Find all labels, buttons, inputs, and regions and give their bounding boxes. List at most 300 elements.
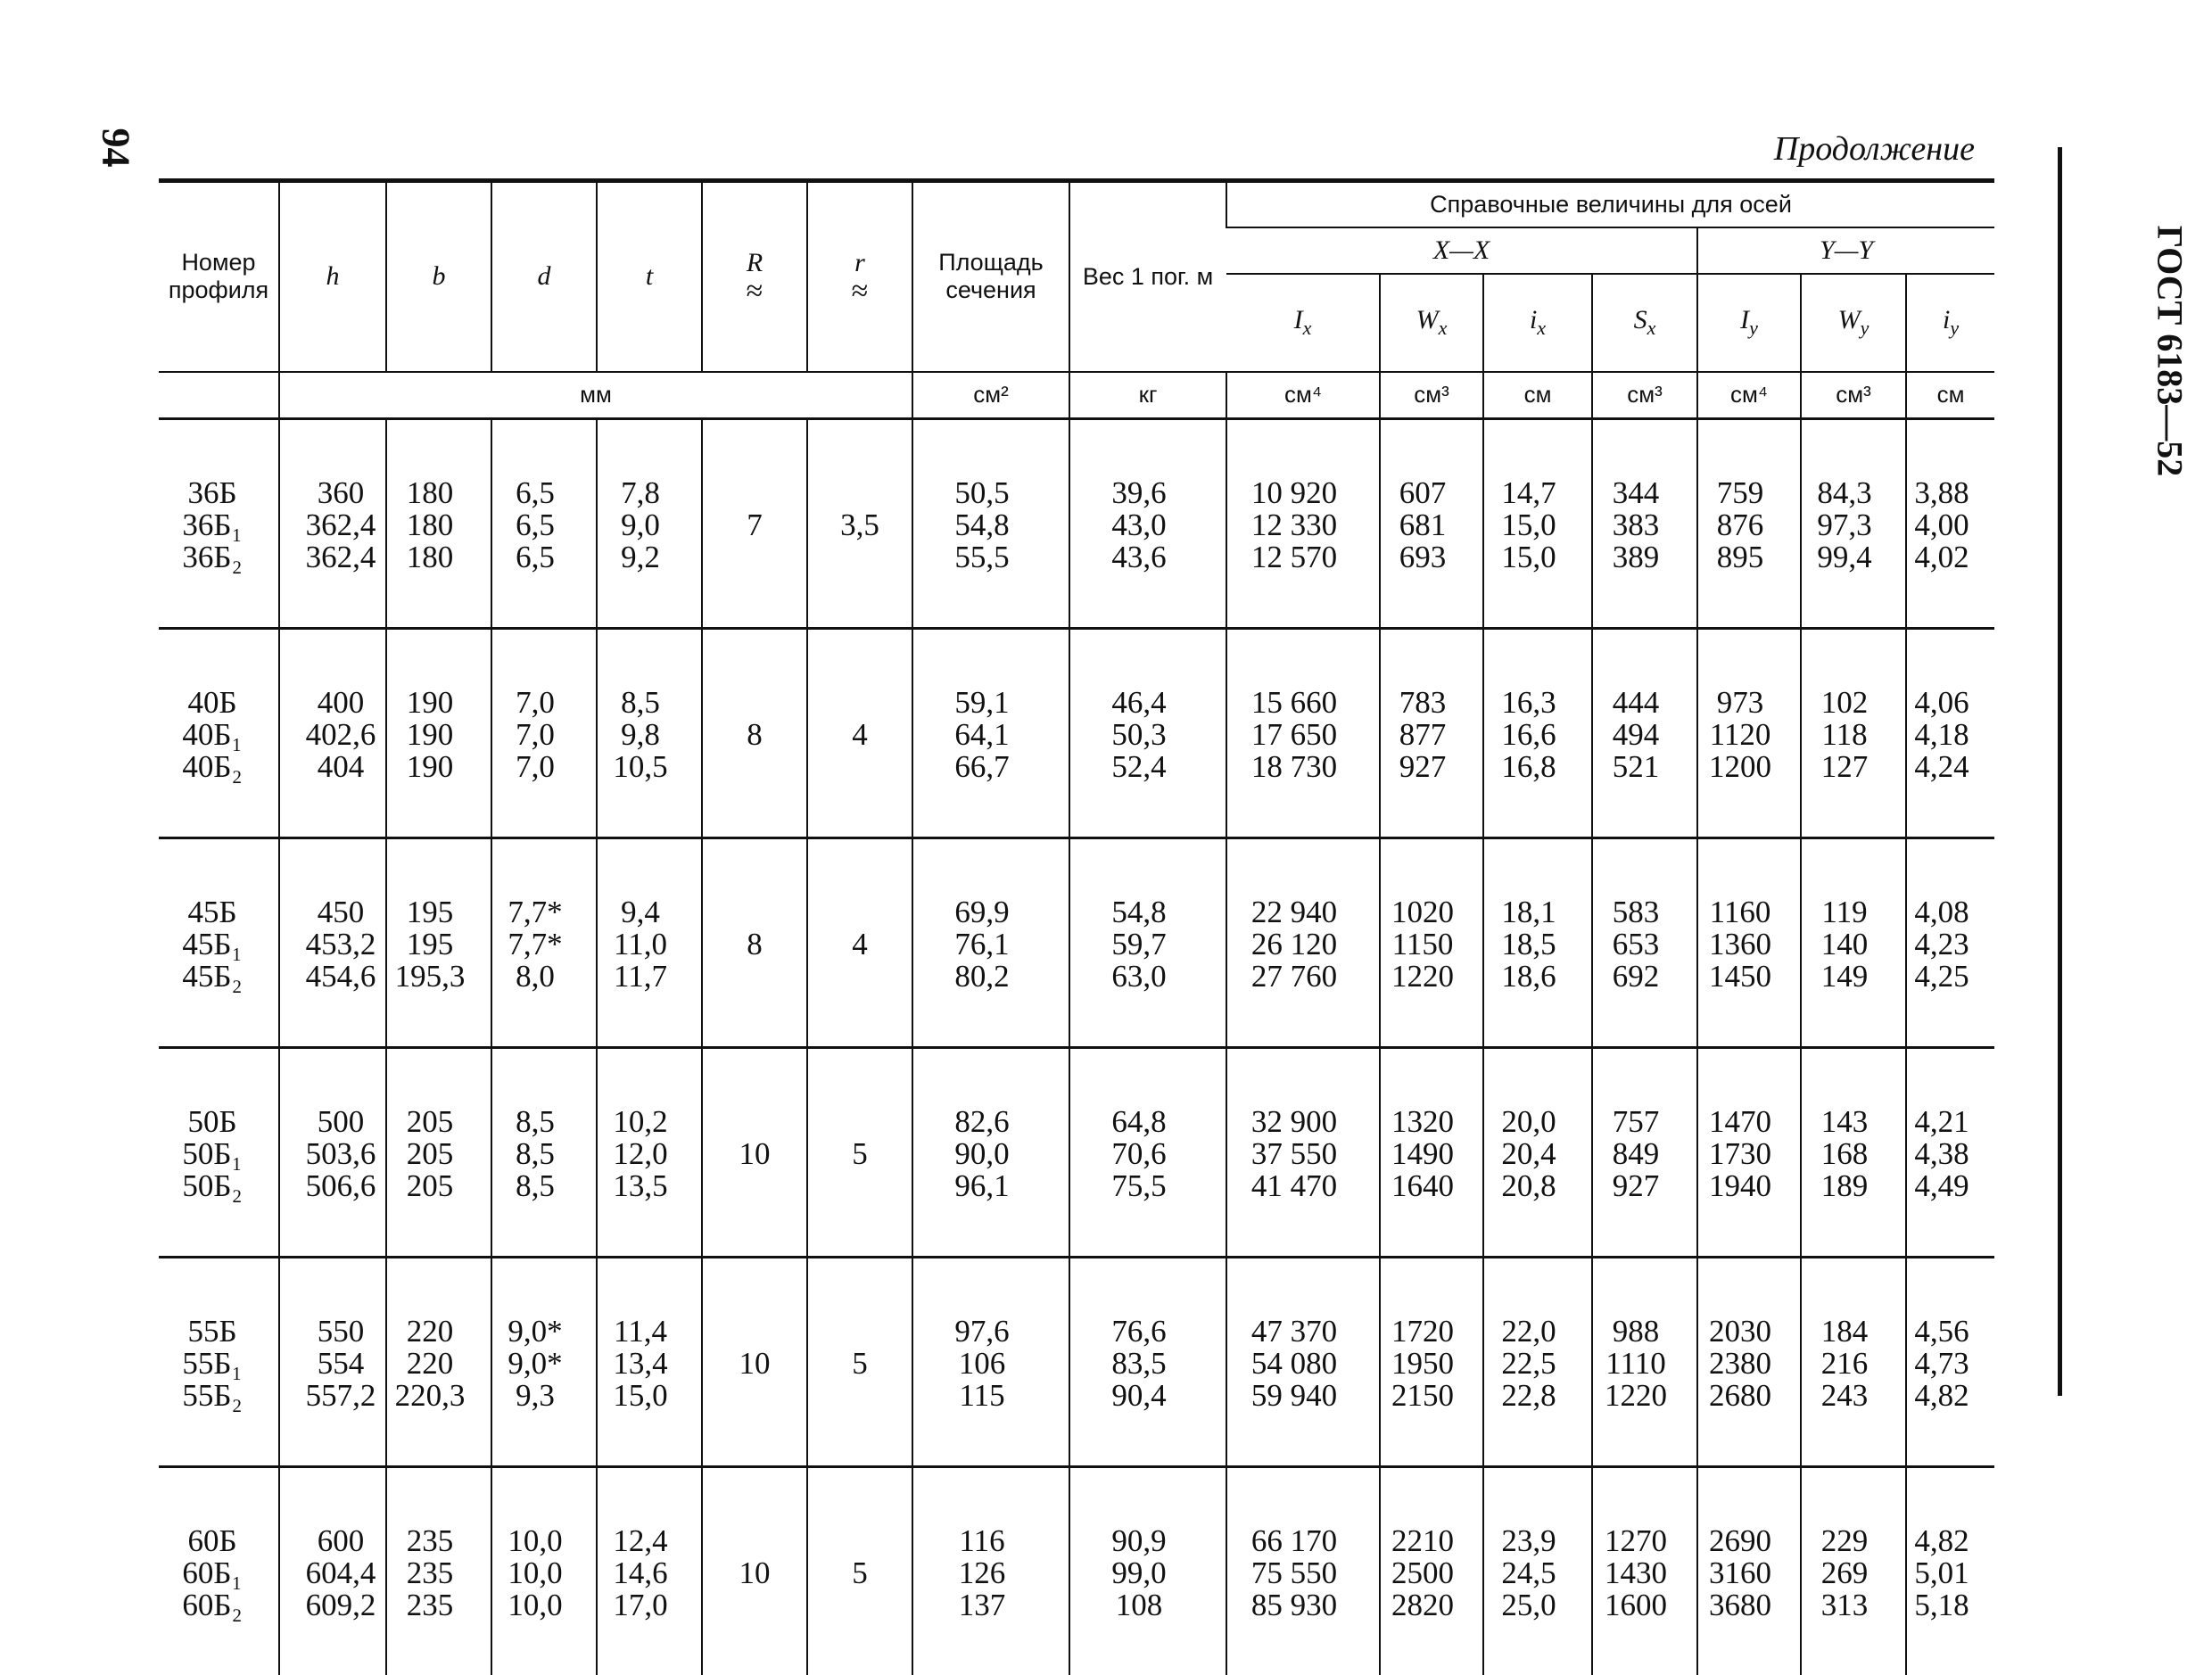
value-ix: 22,5 xyxy=(1501,1345,1556,1381)
cell-ix xyxy=(1483,1047,1592,1257)
value-t: 11,0 xyxy=(614,926,667,961)
value-Wy: 143 xyxy=(1820,1103,1869,1139)
value-d: 9,0* xyxy=(508,1313,563,1349)
value-Ix: 26 120 xyxy=(1250,926,1338,961)
value-t: 9,0 xyxy=(621,507,660,542)
cell-r xyxy=(807,1257,912,1466)
value-Wx: 607 xyxy=(1399,474,1447,510)
unit-area: см² xyxy=(973,381,1009,408)
value-b: 180 xyxy=(406,474,454,510)
value-Wx: 783 xyxy=(1399,684,1447,720)
h-header: h xyxy=(326,261,340,292)
value-area: 97,6 xyxy=(954,1313,1010,1349)
value-iy: 4,18 xyxy=(1914,716,1969,752)
value-ix: 20,8 xyxy=(1501,1168,1556,1203)
value-Iy: 2030 xyxy=(1709,1313,1771,1349)
cell-Wx xyxy=(1380,628,1483,838)
cell-profiles xyxy=(159,628,279,838)
value-ix: 20,0 xyxy=(1501,1103,1556,1139)
value-Wy: 102 xyxy=(1820,684,1869,720)
value-b: 235 xyxy=(406,1587,454,1622)
page-number: 94 xyxy=(94,128,138,168)
value-h: 506,6 xyxy=(305,1168,376,1203)
document-title: ГОСТ 6183—52 xyxy=(2150,225,2191,477)
value-t: 15,0 xyxy=(613,1377,668,1413)
value-r: 4 xyxy=(852,716,868,752)
value-h: 404 xyxy=(317,748,365,784)
value-Wx: 877 xyxy=(1399,716,1447,752)
cell-t xyxy=(597,1466,702,1675)
value-Iy: 1470 xyxy=(1709,1103,1771,1139)
value-h: 450 xyxy=(317,894,365,929)
cell-Ix xyxy=(1226,1257,1380,1466)
cell-Wx xyxy=(1380,1466,1483,1675)
value-Sx: 1600 xyxy=(1605,1587,1667,1622)
reference-values-header: Справочные величины для осей xyxy=(1430,190,1792,218)
value-h: 402,6 xyxy=(305,716,376,752)
value-Wx: 1020 xyxy=(1391,894,1454,929)
cell-Wx xyxy=(1380,1257,1483,1466)
cell-Iy xyxy=(1697,628,1801,838)
value-b: 190 xyxy=(406,748,454,784)
value-b: 205 xyxy=(406,1135,454,1171)
value-weight: 59,7 xyxy=(1111,926,1167,961)
subscript-y: y xyxy=(1950,317,1960,339)
value-d: 7,0 xyxy=(516,716,555,752)
cell-t xyxy=(597,838,702,1047)
cell-ix xyxy=(1483,1257,1592,1466)
value-Ix: 15 660 xyxy=(1250,684,1338,720)
value-area: 116 xyxy=(959,1522,1005,1558)
value-r: 5 xyxy=(852,1135,868,1171)
value-h: 362,4 xyxy=(305,507,376,542)
subscript-x: x xyxy=(1302,317,1312,339)
value-b: 220 xyxy=(406,1345,454,1381)
value-Sx: 383 xyxy=(1612,507,1660,542)
cell-weight xyxy=(1069,418,1226,628)
profile-group xyxy=(159,838,1994,1047)
cell-Wy xyxy=(1801,628,1906,838)
cell-Iy xyxy=(1697,418,1801,628)
cell-weight xyxy=(1069,1466,1226,1675)
value-Sx: 849 xyxy=(1612,1135,1660,1171)
value-h: 454,6 xyxy=(305,958,376,994)
value-Wx: 681 xyxy=(1399,507,1447,542)
value-h: 604,4 xyxy=(305,1555,376,1590)
cell-Wy xyxy=(1801,1257,1906,1466)
value-Ix: 85 930 xyxy=(1250,1587,1338,1622)
value-t: 13,4 xyxy=(613,1345,668,1381)
profile-name: 40Б xyxy=(187,684,237,720)
value-b: 220,3 xyxy=(394,1377,466,1413)
r-header: r xyxy=(854,247,865,277)
value-Ix: 59 940 xyxy=(1250,1377,1338,1413)
value-Wy: 189 xyxy=(1820,1168,1869,1203)
value-iy: 4,82 xyxy=(1914,1522,1969,1558)
cell-weight xyxy=(1069,1257,1226,1466)
value-Wy: 229 xyxy=(1820,1522,1869,1558)
value-h: 609,2 xyxy=(305,1587,376,1622)
cell-r xyxy=(807,838,912,1047)
area-header: Площадь сечения xyxy=(938,249,1044,304)
value-b: 190 xyxy=(406,684,454,720)
table-row xyxy=(159,1466,1994,1675)
value-d: 7,0 xyxy=(516,684,555,720)
value-Wy: 119 xyxy=(1821,894,1868,929)
d-header: d xyxy=(537,261,551,292)
table-row xyxy=(159,838,1994,1047)
value-Ix: 47 370 xyxy=(1250,1313,1338,1349)
profile-name: 55Б₂ xyxy=(182,1377,243,1413)
cell-R xyxy=(702,838,807,1047)
cell-iy xyxy=(1906,418,1994,628)
cell-h xyxy=(279,1047,386,1257)
profile-name: 40Б₁ xyxy=(182,716,243,752)
value-weight: 90,9 xyxy=(1111,1522,1167,1558)
value-Wy: 140 xyxy=(1820,926,1869,961)
value-area: 54,8 xyxy=(954,507,1010,542)
value-d: 8,5 xyxy=(516,1135,555,1171)
value-iy: 4,38 xyxy=(1914,1135,1969,1171)
unit-ix: см xyxy=(1523,381,1552,408)
value-Iy: 1450 xyxy=(1709,958,1771,994)
value-Iy: 1160 xyxy=(1709,894,1771,929)
value-d: 10,0 xyxy=(508,1522,563,1558)
cell-h xyxy=(279,838,386,1047)
value-ix: 15,0 xyxy=(1501,507,1556,542)
value-Wy: 269 xyxy=(1820,1555,1869,1590)
cell-Wx xyxy=(1380,1047,1483,1257)
unit-mm: мм xyxy=(580,381,612,408)
cell-Sx xyxy=(1592,1047,1697,1257)
value-d: 8,5 xyxy=(516,1103,555,1139)
value-iy: 4,56 xyxy=(1914,1313,1969,1349)
approx-symbol: ≈ xyxy=(746,274,763,308)
value-t: 9,4 xyxy=(621,894,660,929)
value-b: 235 xyxy=(406,1522,454,1558)
cell-R xyxy=(702,1257,807,1466)
value-Wx: 2150 xyxy=(1391,1377,1454,1413)
value-Iy: 3160 xyxy=(1709,1555,1771,1590)
value-Ix: 22 940 xyxy=(1250,894,1338,929)
value-weight: 50,3 xyxy=(1111,716,1167,752)
value-weight: 63,0 xyxy=(1111,958,1167,994)
value-Ix: 66 170 xyxy=(1250,1522,1338,1558)
axis-x-header: X—X xyxy=(1432,235,1490,265)
value-Wx: 1720 xyxy=(1391,1313,1454,1349)
cell-weight xyxy=(1069,628,1226,838)
value-Iy: 1120 xyxy=(1709,716,1771,752)
value-area: 69,9 xyxy=(954,894,1010,929)
value-weight: 43,6 xyxy=(1111,539,1167,574)
Wy-header: W xyxy=(1837,305,1861,334)
profile-name: 36Б₁ xyxy=(182,507,243,542)
value-d: 6,5 xyxy=(516,507,555,542)
value-Sx: 583 xyxy=(1612,894,1660,929)
profile-name: 36Б xyxy=(187,474,237,510)
cell-Wy xyxy=(1801,1047,1906,1257)
value-t: 13,5 xyxy=(613,1168,668,1203)
cell-d xyxy=(491,1257,597,1466)
value-iy: 4,82 xyxy=(1914,1377,1969,1413)
value-r: 4 xyxy=(852,926,868,961)
value-Ix: 12 570 xyxy=(1250,539,1338,574)
profile-name: 50Б xyxy=(187,1103,237,1139)
value-iy: 4,24 xyxy=(1914,748,1969,784)
cell-Iy xyxy=(1697,1257,1801,1466)
table-row xyxy=(159,1047,1994,1257)
value-iy: 4,49 xyxy=(1914,1168,1969,1203)
cell-t xyxy=(597,628,702,838)
value-d: 8,5 xyxy=(516,1168,555,1203)
value-R: 8 xyxy=(747,716,763,752)
cell-b xyxy=(386,1466,491,1675)
value-weight: 70,6 xyxy=(1111,1135,1167,1171)
value-Sx: 757 xyxy=(1612,1103,1660,1139)
profile-name: 55Б₁ xyxy=(182,1345,243,1381)
cell-h xyxy=(279,1466,386,1675)
value-area: 50,5 xyxy=(954,474,1010,510)
table-row xyxy=(159,1257,1994,1466)
cell-Wx xyxy=(1380,838,1483,1047)
value-d: 9,0* xyxy=(508,1345,563,1381)
value-ix: 18,5 xyxy=(1501,926,1556,961)
value-ix: 22,8 xyxy=(1501,1377,1556,1413)
value-Ix: 27 760 xyxy=(1250,958,1338,994)
profile-name: 60Б xyxy=(187,1522,237,1558)
value-h: 500 xyxy=(317,1103,365,1139)
subscript-x: x xyxy=(1647,317,1656,339)
Sx-header: S xyxy=(1633,305,1647,334)
cell-t xyxy=(597,418,702,628)
value-Ix: 32 900 xyxy=(1250,1103,1338,1139)
value-area: 126 xyxy=(958,1555,1006,1590)
profile-name: 60Б₂ xyxy=(182,1587,243,1622)
value-Wy: 84,3 xyxy=(1817,474,1872,510)
cell-r xyxy=(807,628,912,838)
value-Sx: 494 xyxy=(1612,716,1660,752)
value-Wx: 1320 xyxy=(1391,1103,1454,1139)
value-h: 550 xyxy=(317,1313,365,1349)
table-row xyxy=(159,628,1994,838)
profile-name: 40Б₂ xyxy=(182,748,243,784)
cell-profiles xyxy=(159,1466,279,1675)
cell-Wx xyxy=(1380,418,1483,628)
value-d: 6,5 xyxy=(516,539,555,574)
value-iy: 4,73 xyxy=(1914,1345,1969,1381)
value-iy: 4,00 xyxy=(1914,507,1969,542)
value-b: 180 xyxy=(406,539,454,574)
value-Sx: 653 xyxy=(1612,926,1660,961)
cell-weight xyxy=(1069,1047,1226,1257)
value-r: 5 xyxy=(852,1345,868,1381)
approx-symbol: ≈ xyxy=(851,274,869,308)
value-area: 82,6 xyxy=(954,1103,1010,1139)
value-b: 195,3 xyxy=(394,958,466,994)
cell-r xyxy=(807,1466,912,1675)
cell-iy xyxy=(1906,1466,1994,1675)
value-Wy: 97,3 xyxy=(1817,507,1872,542)
value-ix: 16,3 xyxy=(1501,684,1556,720)
cell-t xyxy=(597,1047,702,1257)
cell-h xyxy=(279,1257,386,1466)
cell-area xyxy=(912,1257,1069,1466)
value-ix: 18,6 xyxy=(1501,958,1556,994)
value-Iy: 1730 xyxy=(1709,1135,1771,1171)
R-header: R xyxy=(746,247,763,277)
value-Wx: 2210 xyxy=(1391,1522,1454,1558)
value-ix: 18,1 xyxy=(1501,894,1556,929)
value-iy: 4,08 xyxy=(1914,894,1969,929)
cell-Sx xyxy=(1592,1466,1697,1675)
profile-name: 50Б₂ xyxy=(182,1168,243,1203)
value-iy: 3,88 xyxy=(1914,474,1969,510)
value-Wy: 184 xyxy=(1820,1313,1869,1349)
value-weight: 46,4 xyxy=(1111,684,1167,720)
cell-Ix xyxy=(1226,1466,1380,1675)
value-R: 10 xyxy=(739,1555,771,1590)
cell-Wy xyxy=(1801,418,1906,628)
value-Sx: 927 xyxy=(1612,1168,1660,1203)
value-weight: 43,0 xyxy=(1111,507,1167,542)
subscript-x: x xyxy=(1438,317,1448,339)
cell-d xyxy=(491,1047,597,1257)
table-row xyxy=(159,418,1994,628)
profile-name: 45Б₁ xyxy=(182,926,243,961)
cell-Iy xyxy=(1697,1466,1801,1675)
value-Ix: 10 920 xyxy=(1250,474,1338,510)
value-Sx: 521 xyxy=(1612,748,1660,784)
value-area: 137 xyxy=(958,1587,1006,1622)
value-R: 10 xyxy=(739,1135,771,1171)
profile-group xyxy=(159,1257,1994,1466)
value-h: 554 xyxy=(317,1345,365,1381)
value-Sx: 344 xyxy=(1612,474,1660,510)
value-Iy: 1200 xyxy=(1709,748,1771,784)
cell-Sx xyxy=(1592,418,1697,628)
cell-d xyxy=(491,838,597,1047)
value-Ix: 41 470 xyxy=(1250,1168,1338,1203)
value-t: 10,5 xyxy=(613,748,668,784)
continuation-label: Продолжение xyxy=(1773,130,1975,168)
value-iy: 4,02 xyxy=(1914,539,1969,574)
value-Ix: 12 330 xyxy=(1250,507,1338,542)
value-weight: 108 xyxy=(1115,1587,1163,1622)
value-ix: 24,5 xyxy=(1501,1555,1556,1590)
profile-group xyxy=(159,628,1994,838)
cell-area xyxy=(912,1047,1069,1257)
value-iy: 4,21 xyxy=(1914,1103,1969,1139)
value-d: 7,0 xyxy=(516,748,555,784)
Ix-header: I xyxy=(1293,305,1303,334)
value-ix: 25,0 xyxy=(1501,1587,1556,1622)
value-t: 9,2 xyxy=(621,539,660,574)
cell-ix xyxy=(1483,628,1592,838)
value-Iy: 3680 xyxy=(1709,1587,1771,1622)
t-header: t xyxy=(645,261,654,292)
value-Sx: 389 xyxy=(1612,539,1660,574)
value-Wy: 243 xyxy=(1820,1377,1869,1413)
value-Iy: 2690 xyxy=(1709,1522,1771,1558)
cell-weight xyxy=(1069,838,1226,1047)
cell-Ix xyxy=(1226,628,1380,838)
value-area: 76,1 xyxy=(954,926,1010,961)
value-h: 400 xyxy=(317,684,365,720)
cell-Ix xyxy=(1226,1047,1380,1257)
specs-table-wrap xyxy=(159,178,1994,1675)
unit-Wx: см³ xyxy=(1414,381,1449,408)
cell-Sx xyxy=(1592,838,1697,1047)
value-iy: 4,25 xyxy=(1914,958,1969,994)
value-Wy: 168 xyxy=(1820,1135,1869,1171)
cell-area xyxy=(912,1466,1069,1675)
profile-name: 45Б xyxy=(187,894,237,929)
side-rule xyxy=(2058,147,2062,1396)
value-ix: 20,4 xyxy=(1501,1135,1556,1171)
value-h: 600 xyxy=(317,1522,365,1558)
value-Wx: 1150 xyxy=(1391,926,1454,961)
cell-R xyxy=(702,418,807,628)
value-b: 235 xyxy=(406,1555,454,1590)
cell-R xyxy=(702,1466,807,1675)
cell-profiles xyxy=(159,418,279,628)
value-Wy: 99,4 xyxy=(1817,539,1872,574)
subscript-x: x xyxy=(1537,317,1547,339)
value-Iy: 895 xyxy=(1716,539,1764,574)
value-t: 17,0 xyxy=(613,1587,668,1622)
profile-name: 50Б₁ xyxy=(182,1135,243,1171)
value-d: 9,3 xyxy=(516,1377,555,1413)
value-Iy: 1360 xyxy=(1709,926,1771,961)
value-d: 7,7* xyxy=(508,926,563,961)
value-Sx: 692 xyxy=(1612,958,1660,994)
value-Wy: 216 xyxy=(1820,1345,1869,1381)
subscript-y: y xyxy=(1860,317,1869,339)
value-Iy: 2380 xyxy=(1709,1345,1771,1381)
value-R: 7 xyxy=(747,507,763,542)
value-Wx: 1640 xyxy=(1391,1168,1454,1203)
value-Ix: 75 550 xyxy=(1250,1555,1338,1590)
cell-Sx xyxy=(1592,1257,1697,1466)
value-area: 80,2 xyxy=(954,958,1010,994)
cell-Sx xyxy=(1592,628,1697,838)
cell-iy xyxy=(1906,628,1994,838)
value-ix: 16,6 xyxy=(1501,716,1556,752)
value-d: 10,0 xyxy=(508,1587,563,1622)
value-Wy: 118 xyxy=(1821,716,1868,752)
cell-r xyxy=(807,1047,912,1257)
value-area: 115 xyxy=(959,1377,1005,1413)
cell-ix xyxy=(1483,838,1592,1047)
cell-b xyxy=(386,1257,491,1466)
profile-number-header: Номер профиля xyxy=(168,249,269,304)
value-Iy: 876 xyxy=(1716,507,1764,542)
cell-R xyxy=(702,1047,807,1257)
value-ix: 22,0 xyxy=(1501,1313,1556,1349)
value-Wx: 2820 xyxy=(1391,1587,1454,1622)
beam-specs-table xyxy=(159,178,1994,1675)
cell-b xyxy=(386,628,491,838)
cell-iy xyxy=(1906,838,1994,1047)
cell-R xyxy=(702,628,807,838)
cell-ix xyxy=(1483,1466,1592,1675)
unit-Ix: см⁴ xyxy=(1283,381,1323,408)
value-weight: 90,4 xyxy=(1111,1377,1167,1413)
value-Sx: 444 xyxy=(1612,684,1660,720)
cell-d xyxy=(491,418,597,628)
value-weight: 83,5 xyxy=(1111,1345,1167,1381)
cell-profiles xyxy=(159,1047,279,1257)
